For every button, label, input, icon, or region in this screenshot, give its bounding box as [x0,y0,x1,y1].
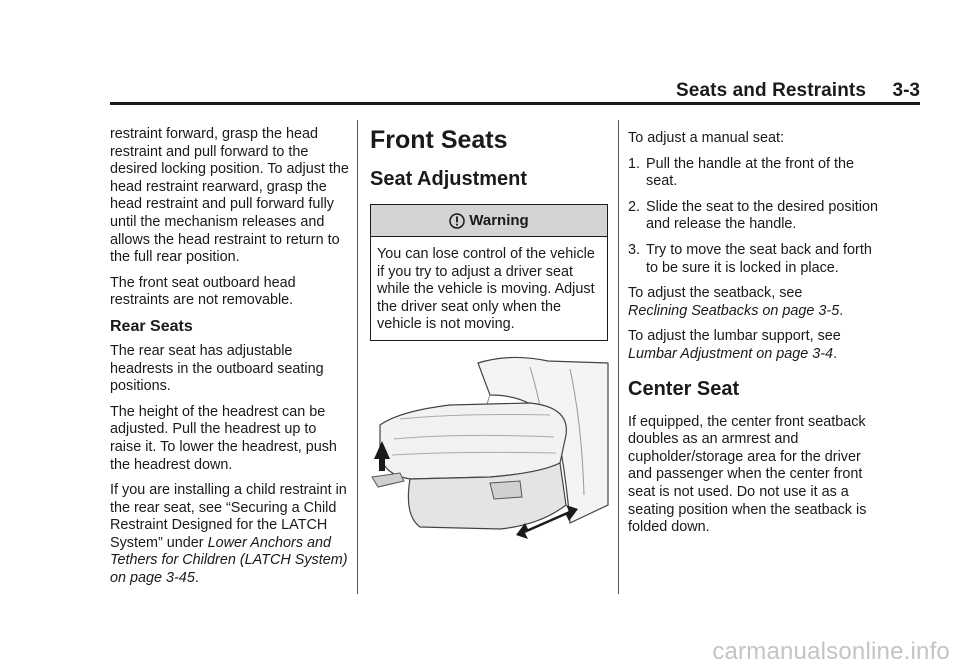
step-item-1 [628,156,878,191]
paragraph-center-seat: If equipped, the center front seatback doubles as an armrest and cupholder/storage area for the driver and passenger when the center front seat is not used. Do not use it as a seating position when the seatback is folded down. [628,413,867,536]
header-title: Seats and Restraints [676,80,866,101]
subsection-title: Seat Adjustment [370,168,528,190]
recline-reference-link[interactable]: Reclining Seatbacks on page 3‑5 [628,302,840,319]
heading-center-seat: Center Seat [628,377,740,400]
paragraph-rear-adjustable: The rear seat has adjustable headrests in the outboard seating positions. [110,342,324,395]
paragraph-lumbar [628,328,878,363]
warning-label: Warning [469,211,529,229]
paragraph-head-restraint: restraint forward, grasp the head restraint and pull forward to the desired locking position. To adjust the head restraint rearward, grasp the head restraint and pull forward fully until the mechanism releases and allows the head restraint to return to the full rear position. [110,126,349,266]
paragraph-recline [628,285,878,320]
column-divider-left [357,120,358,594]
column-right [628,130,878,545]
paragraph-headrest-height: The height of the headrest can be adjusted. Pull the headrest up to raise it. To lower the headrest, push the headrest down. [110,403,337,473]
step-text: Pull the handle at the front of the seat. [646,155,855,190]
child-restraint-text: If you are installing a child restraint in the rear seat, see “Securing a Child Restraint Designed for the LATCH System” under [110,482,347,551]
period: . [839,302,844,319]
period: . [194,570,199,587]
period: . [833,345,838,362]
section-title: Front Seats [370,126,508,154]
manual-seat-intro: To adjust a manual seat: [628,130,784,146]
column-left [110,126,350,596]
header-rule [110,102,920,105]
step-text: Try to move the seat back and forth to be sure it is locked in place. [646,241,872,276]
recline-text: To adjust the seatback, see [628,285,803,302]
warning-icon [449,213,465,229]
heading-rear-seats: Rear Seats [110,317,193,335]
step-text: Slide the seat to the desired position and release the handle. [646,198,878,233]
header-page-number: 3-3 [892,80,920,101]
step-item-2 [628,199,878,234]
step-number: 2. [628,198,641,215]
adjust-handle-shape [372,473,404,487]
paragraph-child-restraint [110,482,350,588]
step-item-3 [628,242,878,277]
watermark-text: carmanualsonline.info [712,638,950,665]
lumbar-reference-link[interactable]: Lumbar Adjustment on page 3‑4 [628,345,834,362]
lumbar-text: To adjust the lumbar support, see [628,328,841,345]
seat-illustration [370,355,610,550]
column-middle [370,126,610,341]
paragraph-outboard: The front seat outboard head restraints are not removable. [110,274,296,309]
warning-text: You can lose control of the vehicle if you try to adjust a driver seat while the vehicle is moving. Adjust the driver seat only when the vehicle is not moving. [377,246,595,333]
warning-box [370,204,608,341]
warning-header [371,205,607,237]
step-number: 3. [628,241,641,258]
column-divider-right [618,120,619,594]
step-number: 1. [628,155,641,172]
latch-reference-link[interactable]: Lower Anchors and Tethers for Children (LATCH System) on page 3‑45 [110,534,348,587]
adjust-steps-list [628,156,878,278]
